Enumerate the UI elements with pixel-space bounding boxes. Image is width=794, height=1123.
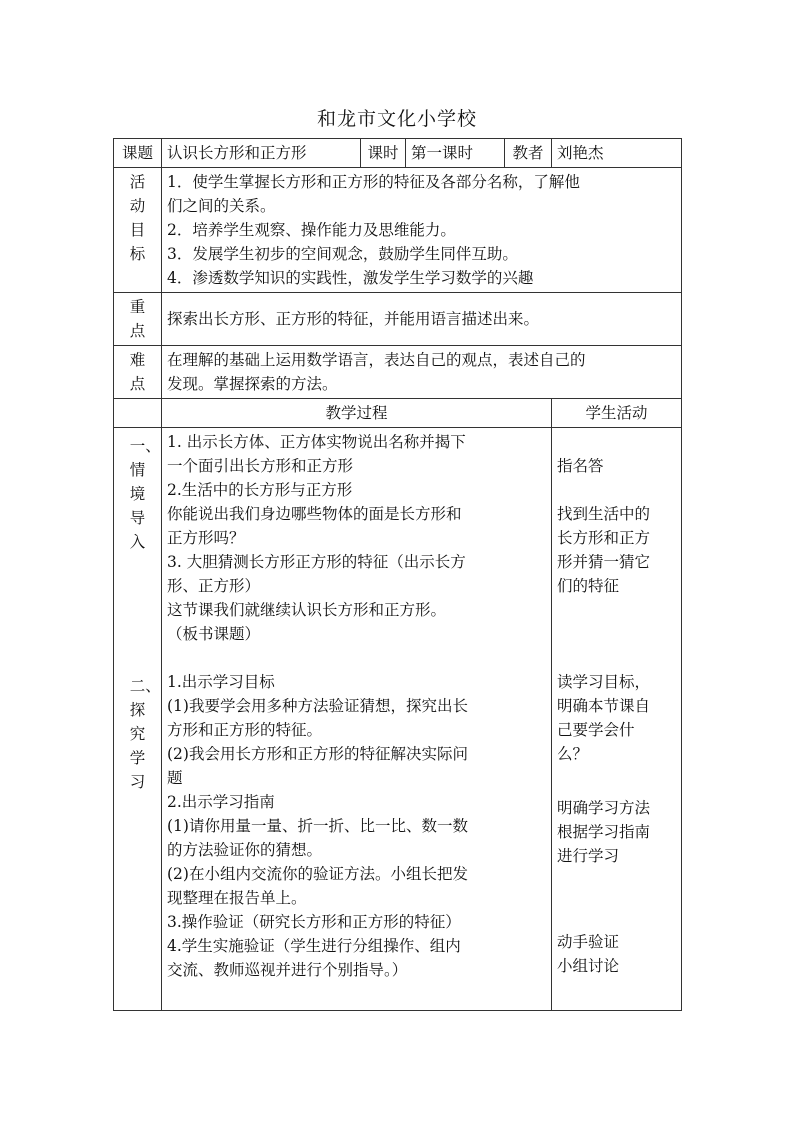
difficulty-line: 发现。掌握探索的方法。	[167, 375, 338, 393]
topic-value	[162, 139, 361, 168]
section2-teaching-line: 交流、教师巡视并进行个别指导。）	[167, 961, 408, 979]
section2-teaching-line: (1)请你用量一量、折一折、比一比、数一数	[167, 817, 468, 835]
section2-label: 二、探究学习	[129, 677, 161, 791]
process-header-row	[114, 399, 682, 428]
section1-teaching-line: （板书课题）	[167, 625, 261, 643]
section1-label: 一、情境导入	[129, 437, 161, 551]
section2-student-line: 根据学习指南	[557, 823, 651, 841]
teaching-process-header-text: 教学过程	[325, 404, 388, 422]
section2-teaching-line: 2.出示学习指南	[167, 793, 275, 811]
section1-student-line: 指名答	[557, 457, 604, 475]
period-label-text: 课时	[367, 144, 399, 162]
student-activity-header-text: 学生活动	[585, 404, 648, 422]
student-activity-content	[552, 428, 682, 1011]
section1-teaching-line: 形、正方形）	[167, 577, 261, 595]
process-body-row	[114, 428, 682, 1011]
objective-line: 4．渗透数学知识的实践性，激发学生学习数学的兴趣	[167, 269, 534, 287]
period-label	[361, 139, 406, 168]
section2-student-line: 明确本节课自	[557, 697, 651, 715]
section1-teaching-line: 3. 大胆猜测长方形正方形的特征（出示长方	[167, 553, 466, 571]
period-value	[406, 139, 505, 168]
period-value-text: 第一课时	[411, 144, 474, 162]
section2-student-line: 么？	[557, 745, 589, 763]
section2-student-line: 读学习目标，	[557, 673, 651, 691]
difficulty-row	[114, 346, 682, 399]
objective-line: 1．使学生掌握长方形和正方形的特征及各部分名称，了解他	[167, 173, 580, 191]
section2-teaching-line: (1)我要学会用多种方法验证猜想，探究出长	[167, 697, 468, 715]
teacher-value-text: 刘艳杰	[557, 144, 604, 162]
section2-teaching-line: (2)在小组内交流你的验证方法。小组长把发	[167, 865, 468, 883]
difficulty-line: 在理解的基础上运用数学语言，表达自己的观点，表述自己的	[167, 351, 586, 369]
topic-label	[114, 139, 162, 168]
difficulty-label-text: 难点	[129, 351, 146, 393]
section2-student-line: 明确学习方法	[557, 799, 651, 817]
key-point-text: 探索出长方形、正方形的特征，并能用语言描述出来。	[167, 310, 540, 328]
teacher-label	[505, 139, 552, 168]
section2-teaching-line: 现整理在报告单上。	[167, 889, 307, 907]
header-row	[114, 139, 682, 168]
teaching-process-header	[162, 399, 552, 428]
objectives-label-text: 活动目标	[129, 173, 146, 263]
section1-teaching-line: 一个面引出长方形和正方形	[167, 457, 354, 475]
page-title: 和龙市文化小学校	[316, 108, 477, 130]
objective-line: 3．发展学生初步的空间观念，鼓励学生同伴互助。	[167, 245, 518, 263]
section1-teaching-line: 1. 出示长方体、正方体实物说出名称并揭下	[167, 433, 466, 451]
key-point-label	[114, 293, 162, 346]
difficulty-content	[162, 346, 682, 399]
lesson-plan-table	[113, 138, 682, 1011]
section1-student-line: 找到生活中的	[557, 505, 651, 523]
section2-teaching-line: 4.学生实施验证（学生进行分组操作、组内	[167, 937, 461, 955]
section2-student-line: 己要学会什	[557, 721, 635, 739]
student-activity-header	[552, 399, 682, 428]
teacher-label-text: 教者	[512, 144, 544, 162]
topic-value-text: 认识长方形和正方形	[167, 144, 307, 162]
section2-teaching-line: 的方法验证你的猜想。	[167, 841, 323, 859]
key-point-content	[162, 293, 682, 346]
objectives-label	[114, 168, 162, 293]
section2-teaching-line: 方形和正方形的特征。	[167, 721, 323, 739]
topic-label-text: 课题	[121, 144, 153, 162]
teacher-value	[552, 139, 682, 168]
section2-student-line: 动手验证	[557, 933, 620, 951]
section1-teaching-line: 这节课我们就继续认识长方形和正方形。	[167, 601, 447, 619]
section1-student-line: 长方形和正方	[557, 529, 651, 547]
key-point-label-text: 重点	[129, 298, 146, 340]
section2-student-line: 小组讨论	[557, 957, 620, 975]
section2-teaching-line: 3.操作验证（研究长方形和正方形的特征）	[167, 913, 461, 931]
section1-student-line: 形并猜一猜它	[557, 553, 651, 571]
teaching-process-content	[162, 428, 552, 1011]
key-point-row	[114, 293, 682, 346]
objectives-content	[162, 168, 682, 293]
section1-teaching-line: 2.生活中的长方形与正方形	[167, 481, 353, 499]
objective-line: 们之间的关系。	[167, 197, 276, 215]
section1-student-line: 们的特征	[557, 577, 620, 595]
section2-teaching-line: (2)我会用长方形和正方形的特征解决实际问	[167, 745, 468, 763]
objectives-row	[114, 168, 682, 293]
section2-student-line: 进行学习	[557, 847, 620, 865]
section2-teaching-line: 题	[167, 769, 183, 787]
section2-teaching-line: 1.出示学习目标	[167, 673, 275, 691]
section-labels	[114, 428, 162, 1011]
objective-line: 2．培养学生观察、操作能力及思维能力。	[167, 221, 456, 239]
section1-teaching-line: 你能说出我们身边哪些物体的面是长方形和	[167, 505, 462, 523]
difficulty-label	[114, 346, 162, 399]
process-header-blank	[114, 399, 162, 428]
section1-teaching-line: 正方形吗？	[167, 529, 245, 547]
